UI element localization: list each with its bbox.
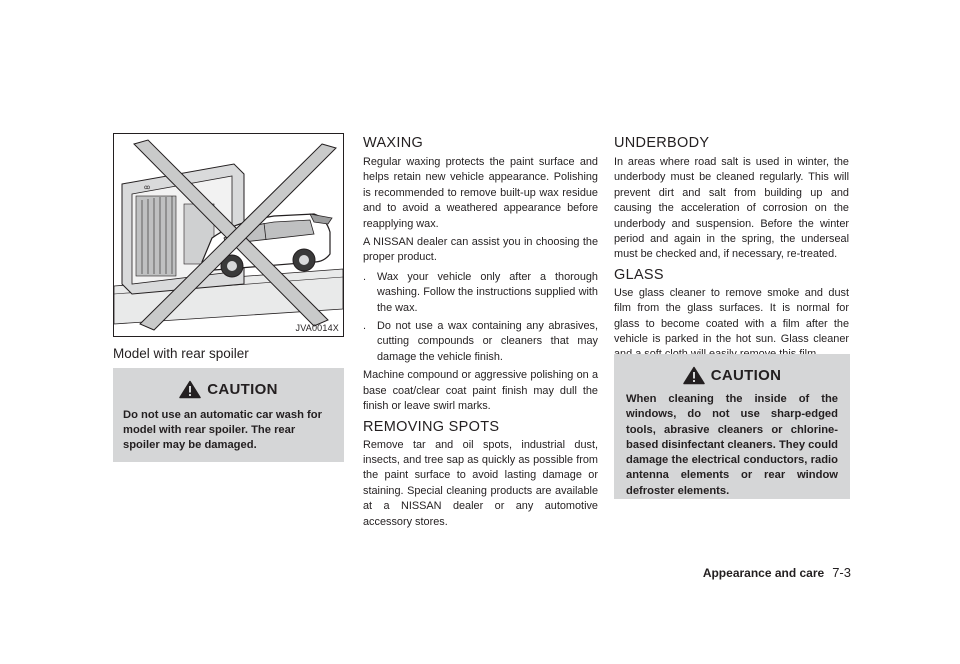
page-footer xyxy=(703,565,851,580)
caution-text: Do not use an automatic car wash for model with rear spoiler. The rear spoiler may be damaged. xyxy=(123,409,322,452)
caution-heading xyxy=(113,368,344,404)
bullet-text: Wax your vehicle only after a thorough washing. Follow the instructions supplied with the wax. xyxy=(377,270,598,314)
caution-title: CAUTION xyxy=(207,380,278,398)
car-wash-illustration xyxy=(113,133,344,337)
list-item xyxy=(363,270,598,316)
warning-triangle-icon xyxy=(179,380,201,399)
waxing-paragraph-3: Machine compound or aggressive polishing on a base coat/clear coat paint finish may dull the finish or leave swirl marks. xyxy=(363,369,598,413)
heading-glass: GLASS xyxy=(614,266,664,283)
caution-body-spoiler xyxy=(113,408,344,462)
bullet-text: Do not use a wax containing any abrasives, cutting compounds or cleaners that may damage the vehicle finish. xyxy=(377,320,598,363)
warning-triangle-icon xyxy=(683,366,705,385)
svg-text:ꝏ: ꝏ xyxy=(144,185,151,191)
column-waxing-spots xyxy=(363,134,598,530)
figure-caption: Model with rear spoiler xyxy=(113,346,249,361)
figure-code: JVA0014X xyxy=(295,323,339,333)
bullet-symbol: . xyxy=(363,320,367,333)
caution-heading xyxy=(626,364,838,386)
underbody-paragraph: In areas where road salt is used in winter, the underbody must be cleaned regularly. This will prevent dirt and salt from building up and causing the acceleration of corrosion on the underbody and suspension. Before the winter period and again in the spring, the underseal must be checked and, if necessary, re-treated. xyxy=(614,156,849,261)
glass-paragraph: Use glass cleaner to remove smoke and dust film from the glass surfaces. It is normal for glass to become coated with a film after the vehicle is parked in the hot sun. Glass cleaner xyxy=(614,286,849,346)
column-underbody-glass xyxy=(614,134,849,363)
car-wash-drawing xyxy=(114,134,343,336)
heading-waxing: WAXING xyxy=(363,135,424,151)
bullet-symbol: . xyxy=(363,270,367,283)
waxing-paragraph-1: Regular waxing protects the paint surface and helps retain new vehicle appearance. Polishing is recommended to remove built-up wax residue and to avoid a weathered appearance before reapplying wax. xyxy=(363,156,598,230)
caution-title: CAUTION xyxy=(710,366,782,384)
list-item xyxy=(363,319,598,365)
caution-text: When cleaning the inside of the windows, do not use sharp-edged tools, abrasive cleaners or chlorine-based disinfectant cleaners. They could damage the electrical conductors, radio antenna elements or rear window defroster elements. xyxy=(626,393,839,497)
removing-spots-paragraph: Remove tar and oil spots, industrial dust, insects, and tree sap as quickly as possible from the paint surface to avoid lasting damage or staining. Special cleaning products are available at a NISSAN dealer or any automotive accessory stores. xyxy=(363,438,598,528)
page-number: 7-3 xyxy=(832,565,851,580)
heading-underbody: UNDERBODY xyxy=(614,135,710,151)
heading-removing-spots: REMOVING SPOTS xyxy=(363,418,500,435)
footer-section-title: Appearance and care xyxy=(702,566,825,580)
caution-box-glass xyxy=(614,354,850,499)
waxing-paragraph-2: A NISSAN dealer can assist you in choosing the proper product. xyxy=(363,236,598,264)
